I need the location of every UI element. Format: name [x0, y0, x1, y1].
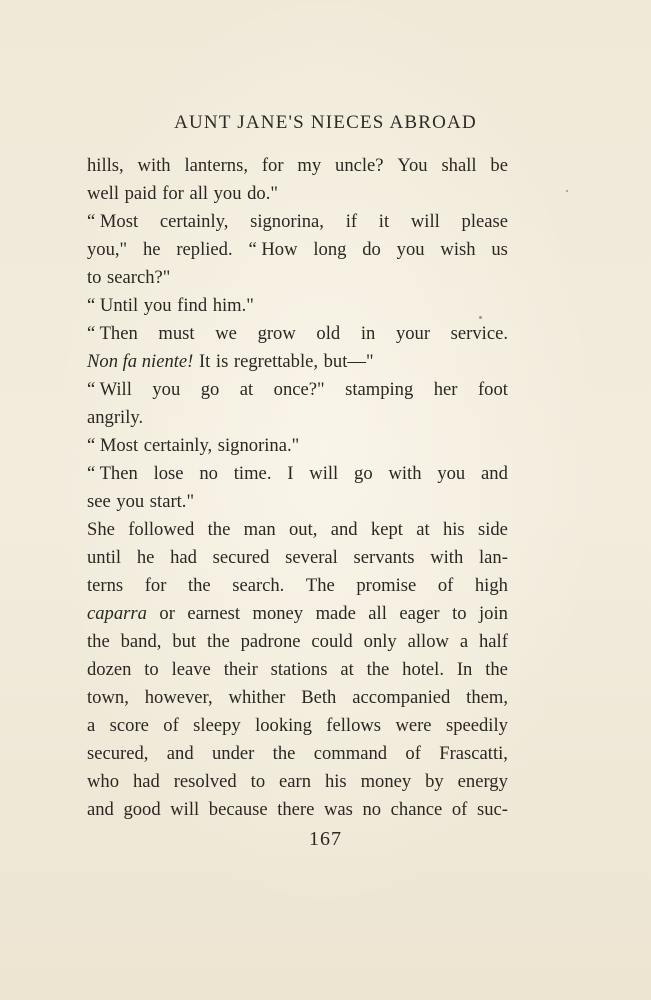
- paper-speck: [566, 190, 568, 192]
- text-line: [87, 544, 508, 572]
- page-number: 167: [309, 828, 342, 850]
- word: you: [116, 491, 145, 512]
- word: leave: [171, 659, 211, 680]
- word: regrettable,: [233, 351, 319, 372]
- word: “ Then: [87, 323, 138, 344]
- word: is: [215, 351, 229, 372]
- text-line: [87, 152, 508, 180]
- word: and: [87, 799, 114, 820]
- word: dozen: [87, 659, 132, 680]
- text-line: [87, 740, 508, 768]
- word: was: [323, 799, 353, 820]
- word: command: [313, 743, 388, 764]
- word: man: [243, 519, 276, 540]
- word: grow: [257, 323, 296, 344]
- word: servants: [353, 547, 415, 568]
- word: will: [309, 463, 339, 484]
- word: will: [170, 799, 200, 820]
- word: us: [491, 239, 508, 260]
- word: money: [252, 603, 304, 624]
- word: lose: [153, 463, 184, 484]
- word: to: [144, 659, 159, 680]
- running-head: AUNT JANE'S NIECES ABROAD: [174, 112, 477, 133]
- word: once?": [273, 379, 325, 400]
- word: certainly,: [143, 435, 213, 456]
- word: promise: [356, 575, 417, 596]
- body-text: [87, 152, 508, 824]
- word: their: [223, 659, 258, 680]
- word: a: [87, 715, 96, 736]
- word: out,: [288, 519, 318, 540]
- word: of: [451, 799, 468, 820]
- word: search?": [107, 267, 171, 288]
- word: “ Will: [87, 379, 132, 400]
- word: several: [285, 547, 338, 568]
- word: earn: [279, 771, 312, 792]
- text-line: [87, 684, 508, 712]
- text-line: [87, 292, 508, 320]
- word: paid: [124, 183, 157, 204]
- word: had: [170, 547, 197, 568]
- word: service.: [450, 323, 508, 344]
- word: to: [452, 603, 467, 624]
- word: the: [485, 659, 508, 680]
- word: a: [459, 631, 469, 652]
- word: do: [362, 239, 381, 260]
- word: wish: [440, 239, 476, 260]
- word: all: [368, 603, 387, 624]
- word: go: [354, 463, 373, 484]
- text-line: [87, 348, 508, 376]
- word: and: [166, 743, 194, 764]
- word: no: [199, 463, 218, 484]
- word: town,: [87, 687, 129, 708]
- word: shall: [441, 155, 477, 176]
- word: foot: [477, 379, 508, 400]
- word: lan-: [478, 547, 508, 568]
- word: at: [416, 519, 430, 540]
- word: terns: [87, 575, 124, 596]
- word: search.: [232, 575, 285, 596]
- word: of: [437, 575, 454, 596]
- word: “ How: [248, 239, 298, 260]
- text-line: [87, 656, 508, 684]
- word: time.: [233, 463, 272, 484]
- word: the: [366, 659, 390, 680]
- word: his: [324, 771, 347, 792]
- word: he: [136, 547, 155, 568]
- text-line: [87, 628, 508, 656]
- word: signorina.": [217, 435, 300, 456]
- word: side: [477, 519, 508, 540]
- word: must: [158, 323, 195, 344]
- word: replied.: [176, 239, 233, 260]
- word: with: [430, 547, 464, 568]
- word: at: [340, 659, 354, 680]
- word: hotel.: [402, 659, 444, 680]
- word: to: [87, 267, 102, 288]
- word: find: [177, 295, 208, 316]
- word: padrone: [240, 631, 301, 652]
- word: for: [144, 575, 167, 596]
- text-line: [87, 264, 508, 292]
- word: whither: [228, 687, 286, 708]
- word: for: [162, 183, 184, 204]
- word: but—": [323, 351, 374, 372]
- word: be: [490, 155, 508, 176]
- word: band,: [120, 631, 162, 652]
- word: uncle?: [335, 155, 384, 176]
- word: no: [362, 799, 382, 820]
- word: the: [187, 575, 211, 596]
- word: he: [142, 239, 161, 260]
- word: or: [159, 603, 175, 624]
- word: “ Then: [87, 463, 138, 484]
- word: start.": [149, 491, 195, 512]
- word: and: [481, 463, 508, 484]
- word: them,: [466, 687, 508, 708]
- word: long: [313, 239, 347, 260]
- word: do.": [247, 183, 278, 204]
- word: for: [261, 155, 284, 176]
- word: lanterns,: [184, 155, 248, 176]
- word: by: [425, 771, 444, 792]
- word: we: [215, 323, 237, 344]
- word: but: [172, 631, 197, 652]
- word: good: [123, 799, 161, 820]
- word: old: [316, 323, 341, 344]
- text-line: [87, 600, 508, 628]
- word: hills,: [87, 155, 124, 176]
- word: signorina,: [250, 211, 324, 232]
- word: of: [405, 743, 421, 764]
- word: could: [311, 631, 353, 652]
- word: made: [315, 603, 356, 624]
- word: suc-: [476, 799, 508, 820]
- text-line: [87, 768, 508, 796]
- text-line: [87, 208, 508, 236]
- word: you: [396, 239, 425, 260]
- word: had: [132, 771, 160, 792]
- word: who: [87, 771, 120, 792]
- word: allow: [407, 631, 449, 652]
- word: with: [137, 155, 171, 176]
- word: The: [305, 575, 335, 596]
- word: energy: [457, 771, 508, 792]
- word: stations: [270, 659, 328, 680]
- word: kept: [370, 519, 403, 540]
- word: you: [437, 463, 466, 484]
- word: Frascatti,: [439, 743, 508, 764]
- word: under: [211, 743, 255, 764]
- text-line: [87, 432, 508, 460]
- word: She: [87, 519, 115, 540]
- text-line: [87, 712, 508, 740]
- word: it: [378, 211, 390, 232]
- word: It: [198, 351, 211, 372]
- word: the: [207, 519, 231, 540]
- word: accompanied: [352, 687, 451, 708]
- word: at: [239, 379, 254, 400]
- text-line: [87, 404, 508, 432]
- word: of: [163, 715, 179, 736]
- word: “ Until: [87, 295, 139, 316]
- word: looking: [255, 715, 312, 736]
- text-line: [87, 516, 508, 544]
- word: In: [456, 659, 473, 680]
- word: the: [87, 631, 110, 652]
- word: secured,: [87, 743, 149, 764]
- word: if: [345, 211, 358, 232]
- word: “ Most: [87, 435, 139, 456]
- word: were: [395, 715, 432, 736]
- word: the: [272, 743, 296, 764]
- word: however,: [144, 687, 213, 708]
- word: in: [360, 323, 376, 344]
- word: with: [388, 463, 422, 484]
- text-line: [87, 488, 508, 516]
- word: you,": [87, 239, 128, 260]
- word: Beth: [301, 687, 337, 708]
- word: score: [109, 715, 149, 736]
- word: half: [479, 631, 508, 652]
- word: eager: [399, 603, 440, 624]
- word: all: [189, 183, 209, 204]
- word: speedily: [445, 715, 508, 736]
- word: high: [474, 575, 508, 596]
- word: certainly,: [159, 211, 229, 232]
- word: there: [277, 799, 315, 820]
- word: angrily.: [87, 407, 144, 428]
- word: because: [208, 799, 268, 820]
- word: to: [250, 771, 266, 792]
- word: and: [330, 519, 358, 540]
- text-line: [87, 320, 508, 348]
- word: secured: [212, 547, 270, 568]
- word: see: [87, 491, 111, 512]
- word: followed: [128, 519, 195, 540]
- word: join: [479, 603, 508, 624]
- word: will: [410, 211, 440, 232]
- text-line: [87, 572, 508, 600]
- text-line: [87, 236, 508, 264]
- text-line: [87, 796, 508, 824]
- word: please: [461, 211, 508, 232]
- word: sleepy: [193, 715, 241, 736]
- text-line: [87, 376, 508, 404]
- word: resolved: [173, 771, 237, 792]
- word: stamping: [345, 379, 414, 400]
- word: Non fa niente!: [87, 351, 194, 372]
- word: You: [397, 155, 428, 176]
- word: chance: [390, 799, 443, 820]
- word: well: [87, 183, 120, 204]
- word: you: [213, 183, 242, 204]
- word: your: [395, 323, 431, 344]
- word: you: [143, 295, 172, 316]
- word: her: [433, 379, 458, 400]
- word: my: [297, 155, 322, 176]
- word: his: [442, 519, 465, 540]
- word: go: [200, 379, 220, 400]
- word: caparra: [87, 603, 147, 624]
- word: only: [363, 631, 397, 652]
- paper-speck: [479, 316, 482, 319]
- word: I: [287, 463, 294, 484]
- word: “ Most: [87, 211, 139, 232]
- word: money: [360, 771, 412, 792]
- word: fellows: [326, 715, 382, 736]
- text-line: [87, 180, 508, 208]
- word: until: [87, 547, 122, 568]
- word: the: [207, 631, 230, 652]
- word: you: [152, 379, 181, 400]
- word: him.": [212, 295, 254, 316]
- word: earnest: [187, 603, 241, 624]
- text-line: [87, 460, 508, 488]
